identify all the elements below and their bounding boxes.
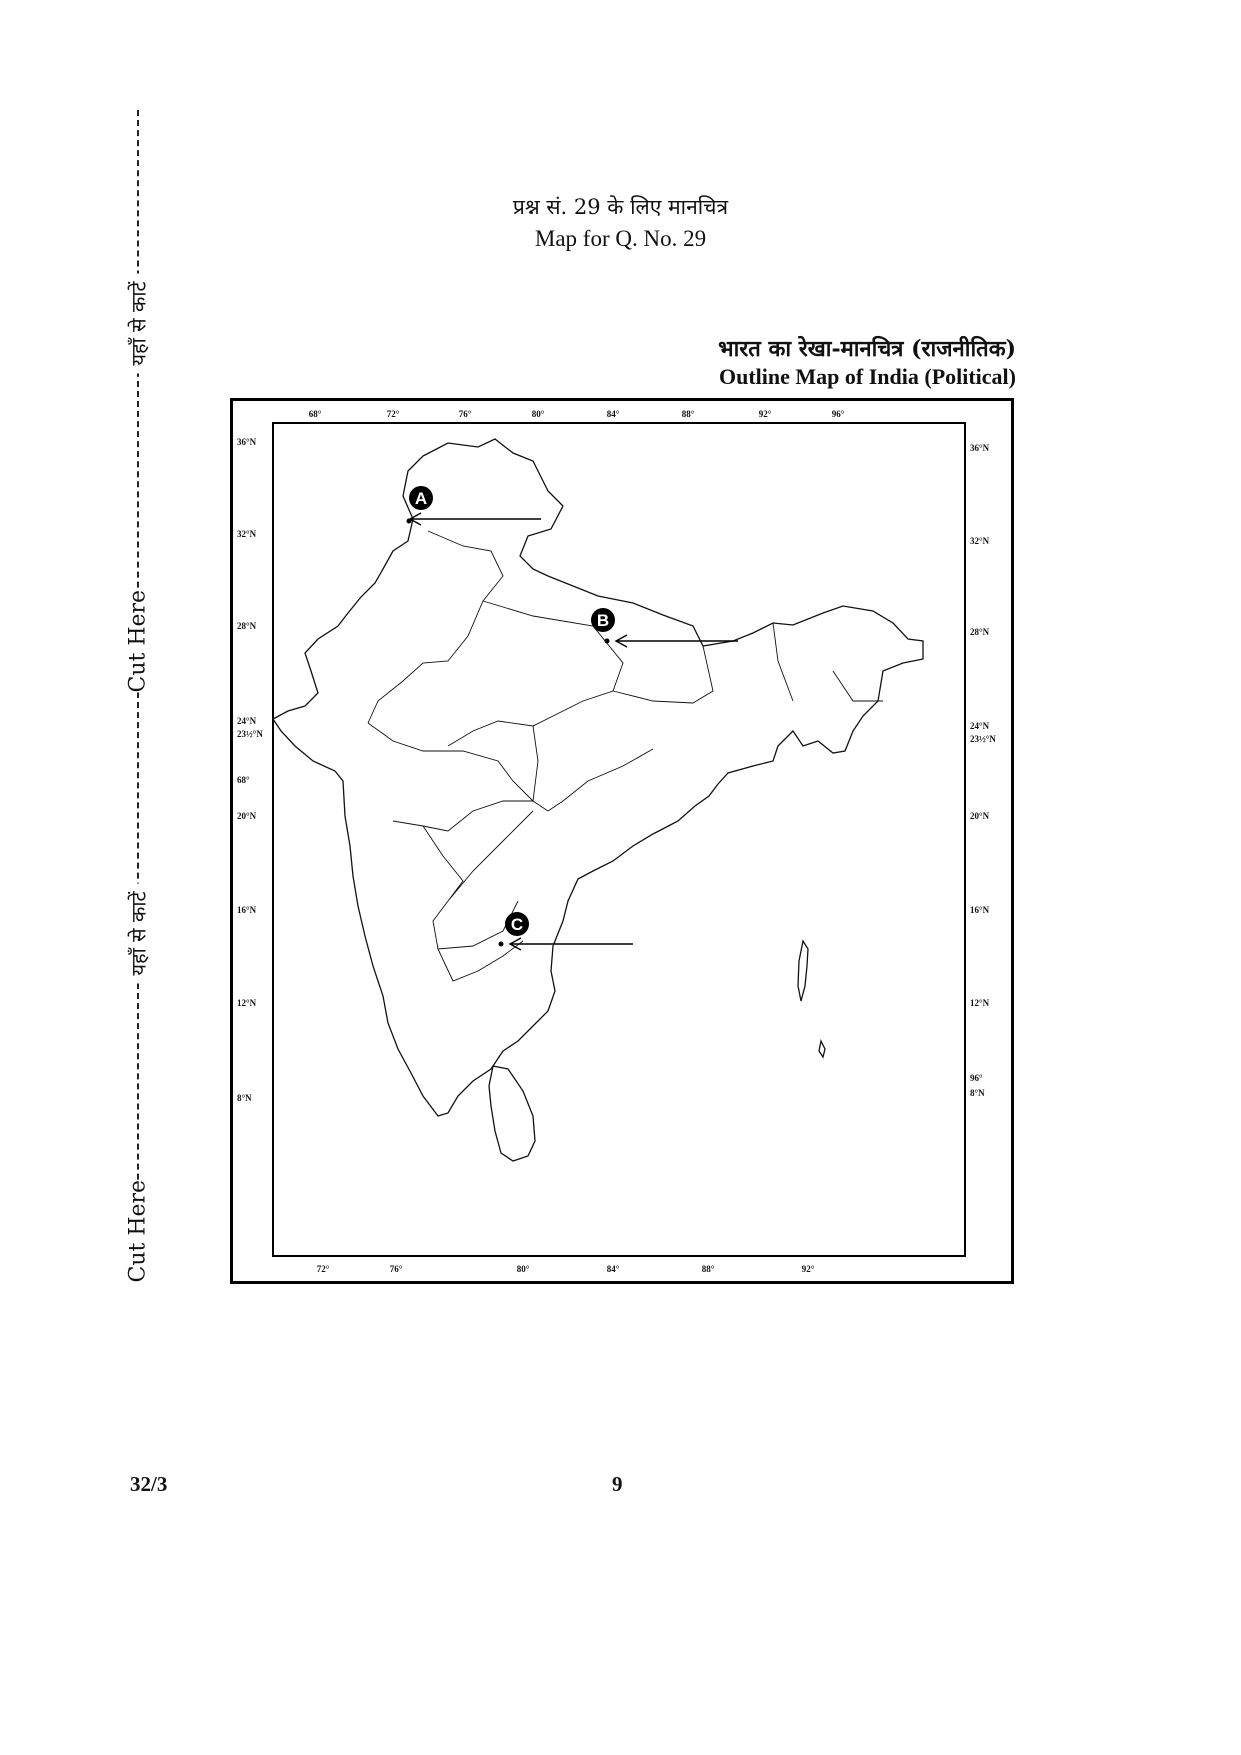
marker-a-label: A	[414, 489, 428, 508]
right-tick-label: 8°N	[970, 1088, 985, 1098]
top-tick-label: 84°	[606, 409, 620, 419]
cut-here-english-top: Cut Here	[125, 589, 151, 693]
india-outline	[273, 439, 923, 1161]
bottom-tick-label: 76°	[389, 1264, 403, 1274]
nicobar-islands	[819, 1041, 825, 1057]
left-tick-label: 32°N	[237, 529, 257, 539]
map-title-hindi: भारत का रेखा-मानचित्र (राजनीतिक)	[718, 336, 1016, 362]
top-tick-label: 72°	[386, 409, 400, 419]
left-tick-label: 8°N	[237, 1093, 252, 1103]
top-tick-label: 88°	[681, 409, 695, 419]
marker-b-label: B	[596, 611, 610, 630]
bottom-tick-label: 72°	[316, 1264, 330, 1274]
andaman-islands	[798, 941, 808, 1001]
cut-line	[125, 110, 151, 1283]
bottom-tick-label: 80°	[516, 1264, 530, 1274]
mainland-outline	[273, 439, 923, 1116]
map-frame	[230, 398, 1014, 1284]
bottom-tick-label: 92°	[801, 1264, 815, 1274]
marker-a	[407, 486, 542, 525]
right-tick-label: 36°N	[970, 443, 990, 453]
top-longitude-ticks	[309, 409, 845, 419]
inner-frame	[273, 423, 965, 1256]
right-tick-label: 16°N	[970, 905, 990, 915]
left-latitude-ticks	[237, 437, 263, 1103]
bottom-tick-label: 88°	[701, 1264, 715, 1274]
question-title-hindi: प्रश्न सं. 29 के लिए मानचित्र	[512, 195, 729, 219]
sri-lanka-outline	[489, 1066, 535, 1161]
bottom-longitude-ticks	[317, 1264, 815, 1274]
top-tick-label: 76°	[458, 409, 472, 419]
paper-code: 32/3	[130, 1472, 168, 1496]
left-tick-label: 12°N	[237, 998, 257, 1008]
right-latitude-ticks	[970, 443, 996, 1098]
right-tick-label: 28°N	[970, 627, 990, 637]
left-tick-label: 28°N	[237, 621, 257, 631]
top-tick-label: 92°	[758, 409, 772, 419]
right-tick-label: 23½°N	[970, 734, 996, 744]
right-tick-label: 32°N	[970, 536, 990, 546]
top-tick-label: 68°	[308, 409, 322, 419]
marker-c-label: C	[510, 915, 524, 934]
right-tick-label: 96°	[970, 1073, 983, 1083]
cut-here-hindi-top: यहाँ से काटें	[125, 274, 152, 374]
state-boundaries	[368, 531, 883, 981]
left-tick-label: 20°N	[237, 811, 257, 821]
left-tick-label: 16°N	[237, 905, 257, 915]
bottom-tick-label: 84°	[606, 1264, 620, 1274]
top-tick-label: 96°	[831, 409, 845, 419]
left-tick-label: 36°N	[237, 437, 257, 447]
page-number: 9	[612, 1472, 623, 1496]
cut-here-english-bottom: Cut Here	[125, 1179, 151, 1283]
left-tick-label: 23½°N	[237, 729, 263, 739]
left-tick-label: 24°N	[237, 716, 257, 726]
right-tick-label: 12°N	[970, 998, 990, 1008]
right-tick-label: 24°N	[970, 721, 990, 731]
marker-b	[591, 608, 738, 647]
map-title-english: Outline Map of India (Political)	[719, 364, 1016, 389]
cut-here-hindi-bottom: यहाँ से काटें	[125, 884, 152, 984]
question-title-english: Map for Q. No. 29	[534, 226, 707, 251]
india-outline-map	[233, 401, 1011, 1281]
marker-c	[499, 912, 634, 950]
left-tick-label: 68°	[237, 775, 250, 785]
top-tick-label: 80°	[531, 409, 545, 419]
right-tick-label: 20°N	[970, 811, 990, 821]
